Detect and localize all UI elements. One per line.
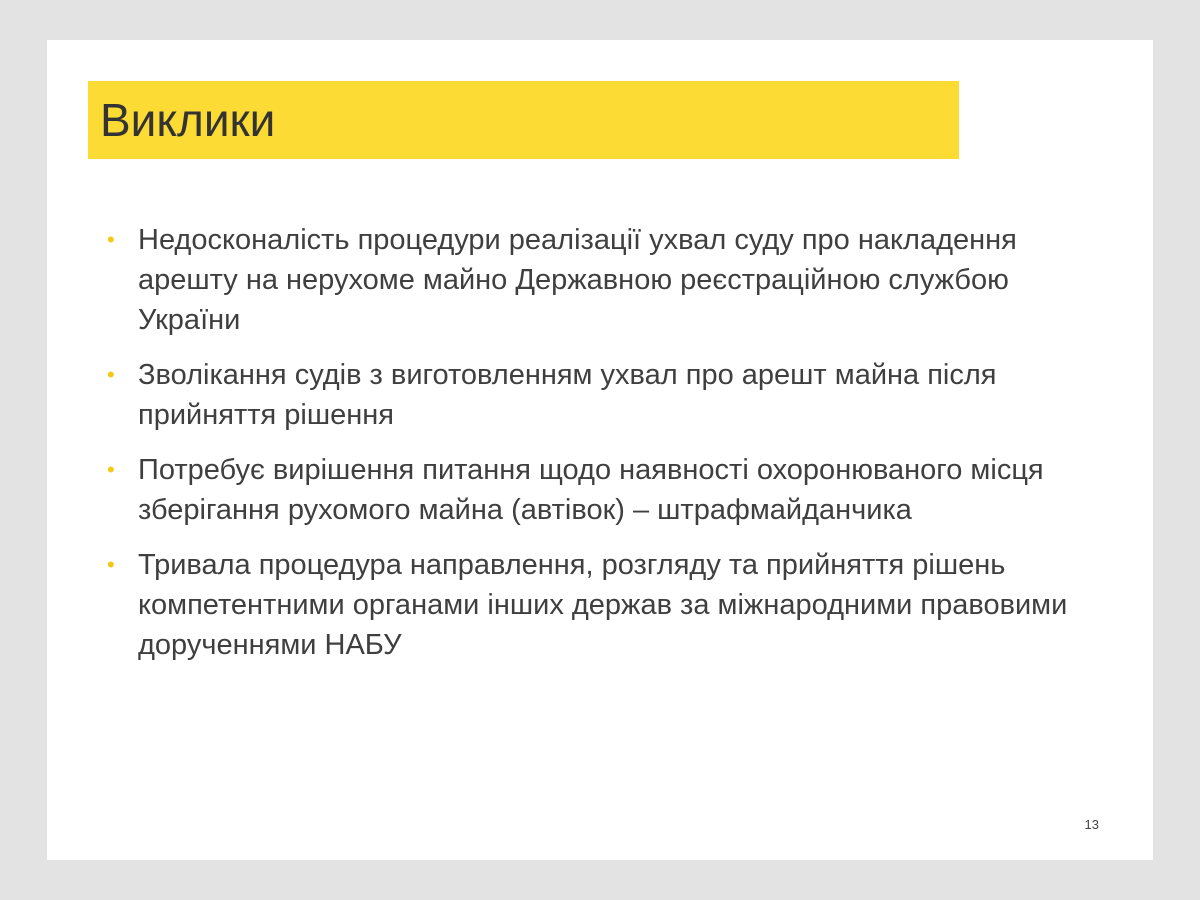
bullet-dot-icon: • <box>107 362 115 387</box>
bullet-item <box>101 545 1111 665</box>
page-number: 13 <box>1084 817 1099 832</box>
slide-title: Виклики <box>100 94 276 146</box>
bullet-text: Тривала процедура направлення, розгляду та прийняття рішень компетентними органами інших держав за міжнародними правовими дорученнями НАБУ <box>138 549 1068 661</box>
bullet-dot-icon: • <box>107 552 115 577</box>
slide <box>47 40 1153 860</box>
bullet-dot-icon: • <box>107 227 115 252</box>
bullet-text: Потребує вирішення питання щодо наявності охоронюваного місця зберігання рухомого майна (автівок) – штрафмайданчика <box>138 454 1044 526</box>
title-bar <box>88 81 959 159</box>
bullet-item <box>101 355 1111 435</box>
bullet-text: Недосконалість процедури реалізації ухвал суду про накладення арешту на нерухоме майно Державною реєстраційною службою України <box>138 224 1017 336</box>
bullet-text: Зволікання судів з виготовленням ухвал про арешт майна після прийняття рішення <box>138 359 997 431</box>
bullet-list <box>101 220 1111 680</box>
bullet-item <box>101 450 1111 530</box>
bullet-item <box>101 220 1111 340</box>
bullet-dot-icon: • <box>107 457 115 482</box>
